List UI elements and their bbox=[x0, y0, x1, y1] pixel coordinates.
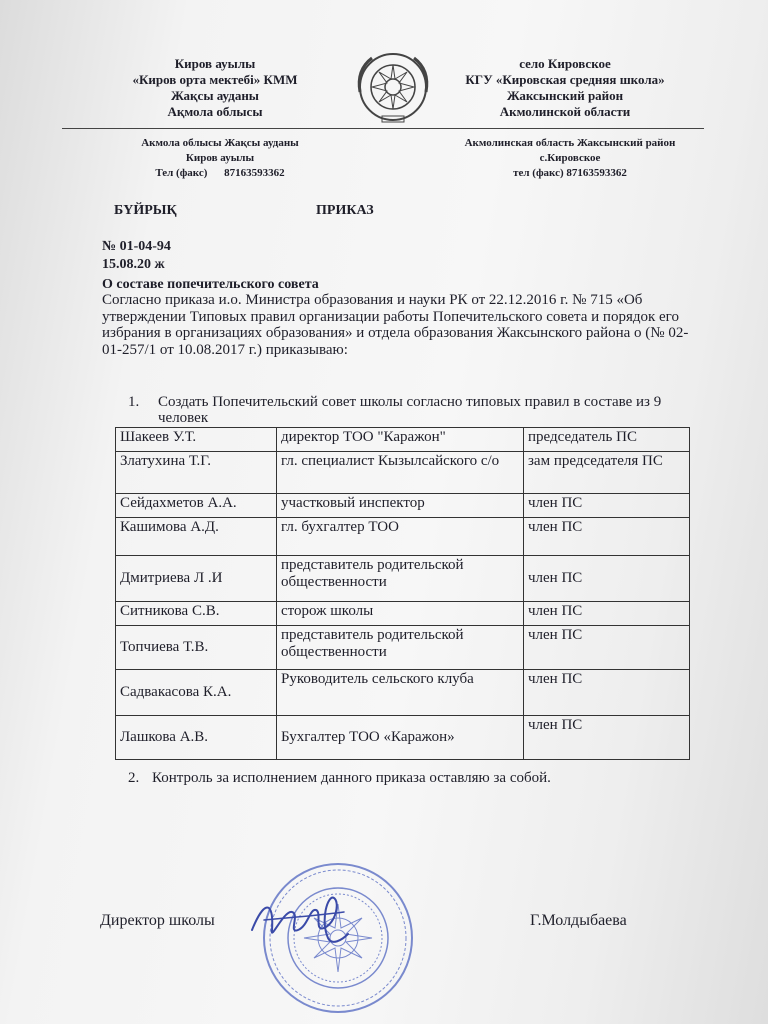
contact-left bbox=[100, 136, 340, 181]
member-role: член ПС bbox=[524, 518, 690, 556]
signature-name: Г.Молдыбаева bbox=[530, 912, 627, 929]
member-name: Кашимова А.Д. bbox=[116, 518, 277, 556]
director-signature-icon bbox=[244, 890, 354, 950]
list-number: 2. bbox=[128, 770, 140, 786]
member-name: Ситникова С.В. bbox=[116, 602, 277, 626]
header-right-line: Акмолинской области bbox=[499, 104, 631, 119]
table-row bbox=[116, 716, 690, 760]
council-members-table bbox=[115, 427, 690, 760]
member-role: член ПС bbox=[524, 670, 690, 716]
member-position: участковый инспектор bbox=[277, 494, 524, 518]
member-role: председатель ПС bbox=[524, 428, 690, 452]
header-left-kz bbox=[110, 56, 320, 120]
member-position: гл. бухгалтер ТОО bbox=[277, 518, 524, 556]
header-right-ru bbox=[445, 56, 685, 120]
member-name: Шакеев У.Т. bbox=[116, 428, 277, 452]
member-role: член ПС bbox=[524, 626, 690, 670]
contact-right-phone: тел (факс) 87163593362 bbox=[513, 167, 627, 179]
table-row bbox=[116, 626, 690, 670]
table-row bbox=[116, 452, 690, 494]
member-position: Руководитель сельского клуба bbox=[277, 670, 524, 716]
contact-right-line1: Акмолинская область Жаксынский район bbox=[464, 137, 676, 149]
member-name: Сейдахметов А.А. bbox=[116, 494, 277, 518]
member-position: директор ТОО "Каражон" bbox=[277, 428, 524, 452]
member-role: член ПС bbox=[524, 716, 690, 760]
contact-right bbox=[440, 136, 700, 181]
doc-title: О составе попечительского совета bbox=[102, 277, 319, 292]
member-position: представитель родительской общественности bbox=[277, 556, 524, 602]
contact-left-line1: Акмола облысы Жақсы ауданы bbox=[141, 137, 299, 149]
member-position: гл. специалист Кызылсайского с/о bbox=[277, 452, 524, 494]
contact-left-phone: 87163593362 bbox=[224, 167, 285, 179]
member-position: сторож школы bbox=[277, 602, 524, 626]
member-name: Златухина Т.Г. bbox=[116, 452, 277, 494]
header-right-line: село Кировское bbox=[519, 56, 611, 71]
list-item-create-council: Создать Попечительский совет школы согласно типовых правил в составе из 9 человек bbox=[158, 394, 662, 426]
member-role: член ПС bbox=[524, 602, 690, 626]
table-row bbox=[116, 670, 690, 716]
member-name: Лашкова А.В. bbox=[116, 716, 277, 760]
header-left-line: «Киров орта мектебі» КММ bbox=[132, 72, 298, 87]
list-item-control: Контроль за исполнением данного приказа оставляю за собой. bbox=[152, 770, 551, 786]
header-left-line: Киров ауылы bbox=[174, 56, 256, 71]
doc-number: № 01-04-94 bbox=[102, 239, 171, 254]
list-number: 1. bbox=[128, 394, 140, 410]
signature-left-label: Директор школы bbox=[100, 912, 215, 929]
header-divider bbox=[62, 128, 704, 129]
contact-left-phone-label: Тел (факс) bbox=[155, 167, 208, 179]
member-position: представитель родительской общественности bbox=[277, 626, 524, 670]
doc-type-kz: БҮЙРЫҚ bbox=[114, 203, 177, 218]
table-row bbox=[116, 556, 690, 602]
contact-left-line2: Киров ауылы bbox=[185, 152, 255, 164]
member-role: член ПС bbox=[524, 556, 690, 602]
state-emblem-icon bbox=[354, 50, 432, 124]
table-row bbox=[116, 494, 690, 518]
table-row bbox=[116, 428, 690, 452]
doc-date: 15.08.20 ж bbox=[102, 257, 165, 272]
header-right-line: Жаксынский район bbox=[506, 88, 624, 103]
member-position: Бухгалтер ТОО «Каражон» bbox=[277, 716, 524, 760]
member-name: Топчиева Т.В. bbox=[116, 626, 277, 670]
table-row bbox=[116, 518, 690, 556]
doc-type-ru: ПРИКАЗ bbox=[316, 203, 374, 218]
member-role: зам председателя ПС bbox=[524, 452, 690, 494]
member-role: член ПС bbox=[524, 494, 690, 518]
member-name: Садвакасова К.А. bbox=[116, 670, 277, 716]
table-row bbox=[116, 602, 690, 626]
doc-body: Согласно приказа и.о. Министра образования и науки РК от 22.12.2016 г. № 715 «Об утверждении Типовых правил организации работы Попечительского совета и порядок его избрания в организациях образования» и отдела образования Жаксынского района о (№ 02-01-257/1 от 10.08.2017 г.) приказываю: bbox=[102, 292, 689, 358]
header-right-line: КГУ «Кировская средняя школа» bbox=[465, 72, 665, 87]
contact-right-line2: с.Кировское bbox=[539, 152, 601, 164]
header-left-line: Ақмола облысы bbox=[167, 104, 263, 119]
header-left-line: Жақсы ауданы bbox=[171, 88, 259, 103]
member-name: Дмитриева Л .И bbox=[116, 556, 277, 602]
